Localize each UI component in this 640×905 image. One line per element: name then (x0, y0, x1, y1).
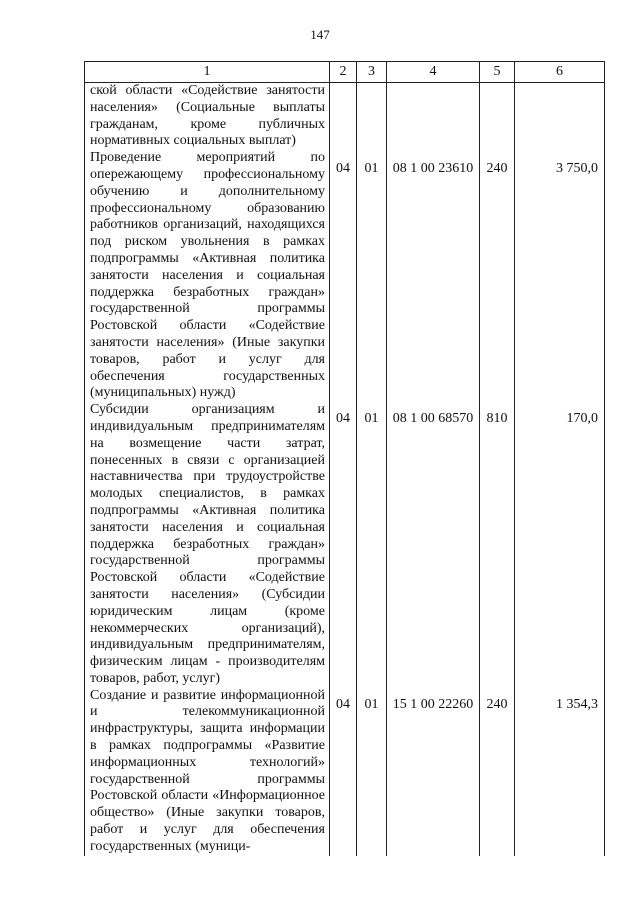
row-section: 04 (330, 688, 357, 856)
row-section: 04 (330, 402, 357, 688)
continuation-row (85, 83, 605, 151)
table-row (85, 150, 605, 402)
row-expense-type: 240 (480, 150, 515, 402)
row-target-article: 08 1 00 68570 (387, 402, 480, 688)
column-header-3: 3 (357, 62, 387, 83)
column-header-2: 2 (330, 62, 357, 83)
row-target-article: 08 1 00 23610 (387, 150, 480, 402)
row-description: Создание и развитие информационной и телекоммуникационной инфраструктуры, защита информации в рамках подпрограммы «Развитие информационных технологий» государственной программы Ростовской области «Информационное общество» (Иные закупки товаров, работ и услуг для обеспечения государственных (муници- (85, 688, 330, 856)
row-amount: 170,0 (515, 402, 605, 688)
page-number: 147 (310, 27, 330, 42)
column-header-6: 6 (515, 62, 605, 83)
table-row (85, 402, 605, 688)
column-header-4: 4 (387, 62, 480, 83)
table-header (85, 62, 605, 83)
row-expense-type: 240 (480, 688, 515, 856)
row-subsection: 01 (357, 402, 387, 688)
column-header-5: 5 (480, 62, 515, 83)
row-amount: 3 750,0 (515, 150, 605, 402)
row-amount: 1 354,3 (515, 688, 605, 856)
row-section: 04 (330, 150, 357, 402)
row-description: Проведение мероприятий по опережающему профессиональному обучению и дополнительному профессиональному образованию работников организаций, находящихся под риском увольнения в рамках подпрограммы «Активная политика занятости населения и социальная поддержка безработных граждан» государственной программы Ростовской области «Содействие занятости населения» (Иные закупки товаров, работ и услуг для обеспечения государственных (муниципальных) нужд) (85, 150, 330, 402)
row-subsection: 01 (357, 688, 387, 856)
row-description: Субсидии организациям и индивидуальным предпринимателям на возмещение части затрат, понесенных в связи с организацией наставничества при трудоустройстве молодых специалистов, в рамках подпрограммы «Активная политика занятости населения и социальная поддержка безработных граждан» государственной программы Ростовской области «Содействие занятости населения» (Субсидии юридическим лицам (кроме некоммерческих организаций), индивидуальным предпринимателям, физическим лицам - производителям товаров, работ, услуг) (85, 402, 330, 688)
table-row (85, 688, 605, 856)
budget-table (84, 61, 605, 856)
row-target-article: 15 1 00 22260 (387, 688, 480, 856)
row-subsection: 01 (357, 150, 387, 402)
row-expense-type: 810 (480, 402, 515, 688)
continuation-description: ской области «Содействие занятости населения» (Социальные выплаты гражданам, кроме публичных нормативных социальных выплат) (85, 83, 330, 151)
column-header-1: 1 (85, 62, 330, 83)
